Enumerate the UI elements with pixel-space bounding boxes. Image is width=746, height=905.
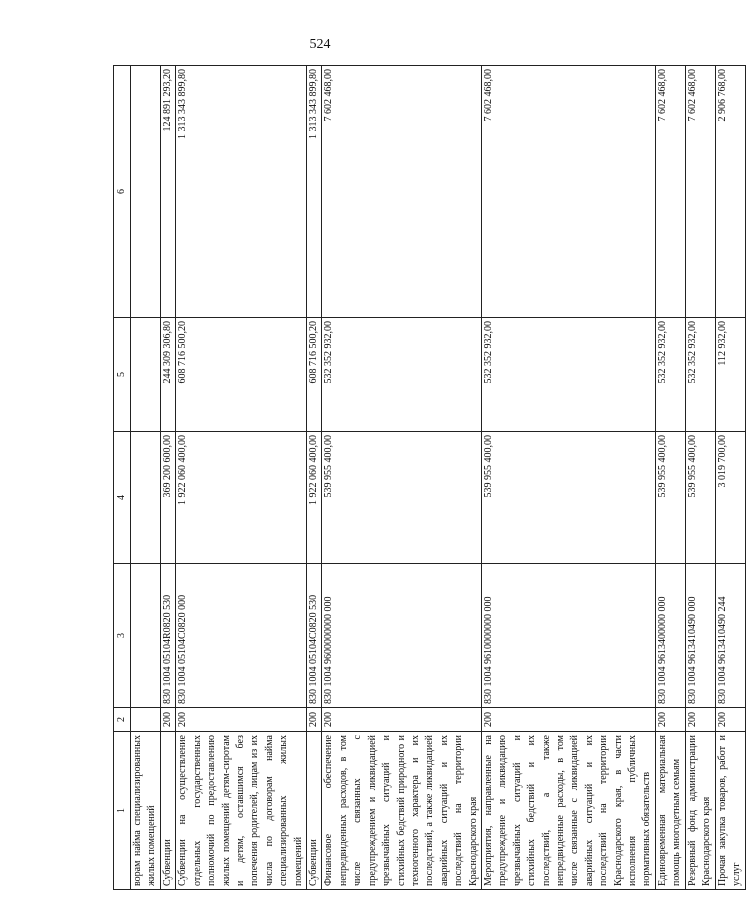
cell-c2: 200 — [655, 708, 685, 732]
cell-c1: Прочая закупка товаров, работ и услуг — [715, 732, 745, 890]
page-number: 524 — [309, 37, 331, 52]
cell-c6: 1 313 343 899,80 — [307, 66, 322, 318]
cell-c5 — [131, 318, 161, 432]
cell-c2: 200 — [481, 708, 655, 732]
cell-c6 — [131, 66, 161, 318]
cell-c2: 200 — [685, 708, 715, 732]
cell-c4: 369 200 600,00 — [161, 432, 176, 564]
cell-c5: 112 932,00 — [715, 318, 745, 432]
table-row — [715, 66, 745, 890]
cell-c1: Субвенции — [161, 732, 176, 890]
table-row — [655, 66, 685, 890]
header-cell: 1 — [114, 732, 131, 890]
header-cell: 4 — [114, 432, 131, 564]
cell-c5: 244 309 306,80 — [161, 318, 176, 432]
cell-c6: 2 906 768,00 — [715, 66, 745, 318]
cell-c5: 608 716 500,20 — [176, 318, 307, 432]
table-row — [161, 66, 176, 890]
table-row — [176, 66, 307, 890]
cell-c4 — [131, 432, 161, 564]
cell-c1: ворам найма специализированных жилых помещений — [131, 732, 161, 890]
table-row — [481, 66, 655, 890]
cell-c3 — [131, 564, 161, 708]
cell-c2: 200 — [307, 708, 322, 732]
cell-c1: Субвенции на осуществление отдельных государственных полномочий по предоставлению жилых помещений детям-сиротам и детям, оставшимся без попечения родителей, лицам из их числа по договорам найма специализированных жилых помещений — [176, 732, 307, 890]
cell-c4: 539 955 400,00 — [322, 432, 481, 564]
cell-c6: 7 602 468,00 — [481, 66, 655, 318]
table-row — [685, 66, 715, 890]
cell-c3: 830 1004 9613410490 000 — [685, 564, 715, 708]
cell-c6: 7 602 468,00 — [685, 66, 715, 318]
cell-c6: 7 602 468,00 — [655, 66, 685, 318]
cell-c3: 830 1004 05104R0820 530 — [161, 564, 176, 708]
cell-c5: 532 352 932,00 — [685, 318, 715, 432]
cell-c6: 1 313 343 899,80 — [176, 66, 307, 318]
cell-c2: 200 — [176, 708, 307, 732]
cell-c3: 830 1004 9610000000 000 — [481, 564, 655, 708]
table-row — [307, 66, 322, 890]
cell-c4: 539 955 400,00 — [481, 432, 655, 564]
cell-c2: 200 — [161, 708, 176, 732]
rotated-table-frame — [113, 66, 743, 890]
cell-c1: Финансовое обеспечение непредвиденных расходов, в том числе связанных с предупреждением и ликвидацией чрезвычайных ситуаций и стихийных бедствий природного и техногенного характера и их последствий, а также ликвидацией аварийных ситуаций и их последствий на территории Краснодарского края — [322, 732, 481, 890]
rotated-table-content — [113, 66, 743, 890]
cell-c4: 539 955 400,00 — [655, 432, 685, 564]
table-row — [322, 66, 481, 890]
cell-c2: 200 — [322, 708, 481, 732]
cell-c2: 200 — [715, 708, 745, 732]
header-cell: 2 — [114, 708, 131, 732]
header-cell: 3 — [114, 564, 131, 708]
cell-c6: 7 602 468,00 — [322, 66, 481, 318]
cell-c1: Единовременная материальная помощь многодетным семьям — [655, 732, 685, 890]
cell-c3: 830 1004 9613400000 000 — [655, 564, 685, 708]
cell-c3: 830 1004 05104C0820 000 — [176, 564, 307, 708]
budget-table — [113, 65, 746, 890]
header-cell: 6 — [114, 66, 131, 318]
cell-c4: 3 019 700,00 — [715, 432, 745, 564]
cell-c3: 830 1004 05104C0820 530 — [307, 564, 322, 708]
cell-c4: 539 955 400,00 — [685, 432, 715, 564]
cell-c5: 532 352 932,00 — [655, 318, 685, 432]
cell-c4: 1 922 060 400,00 — [176, 432, 307, 564]
cell-c4: 1 922 060 400,00 — [307, 432, 322, 564]
table-row — [131, 66, 161, 890]
cell-c5: 608 716 500,20 — [307, 318, 322, 432]
cell-c3: 830 1004 9613410490 244 — [715, 564, 745, 708]
cell-c5: 532 352 932,00 — [481, 318, 655, 432]
cell-c1: Субвенции — [307, 732, 322, 890]
cell-c3: 830 1004 9600000000 000 — [322, 564, 481, 708]
header-cell: 5 — [114, 318, 131, 432]
cell-c2 — [131, 708, 161, 732]
cell-c1: Мероприятия, направленные на предупреждение и ликвидацию чрезвычайных ситуаций и стихийных бедствий и их последствий, а также непредвиденные расходы, в том числе связанные с ликвидацией аварийных ситуаций и их последствий на территории Краснодарского края, в части исполнения публичных нормативных обязательств — [481, 732, 655, 890]
cell-c5: 532 352 932,00 — [322, 318, 481, 432]
cell-c1: Резервный фонд администрации Краснодарского края — [685, 732, 715, 890]
cell-c6: 124 891 293,20 — [161, 66, 176, 318]
table-header-row — [114, 66, 131, 890]
